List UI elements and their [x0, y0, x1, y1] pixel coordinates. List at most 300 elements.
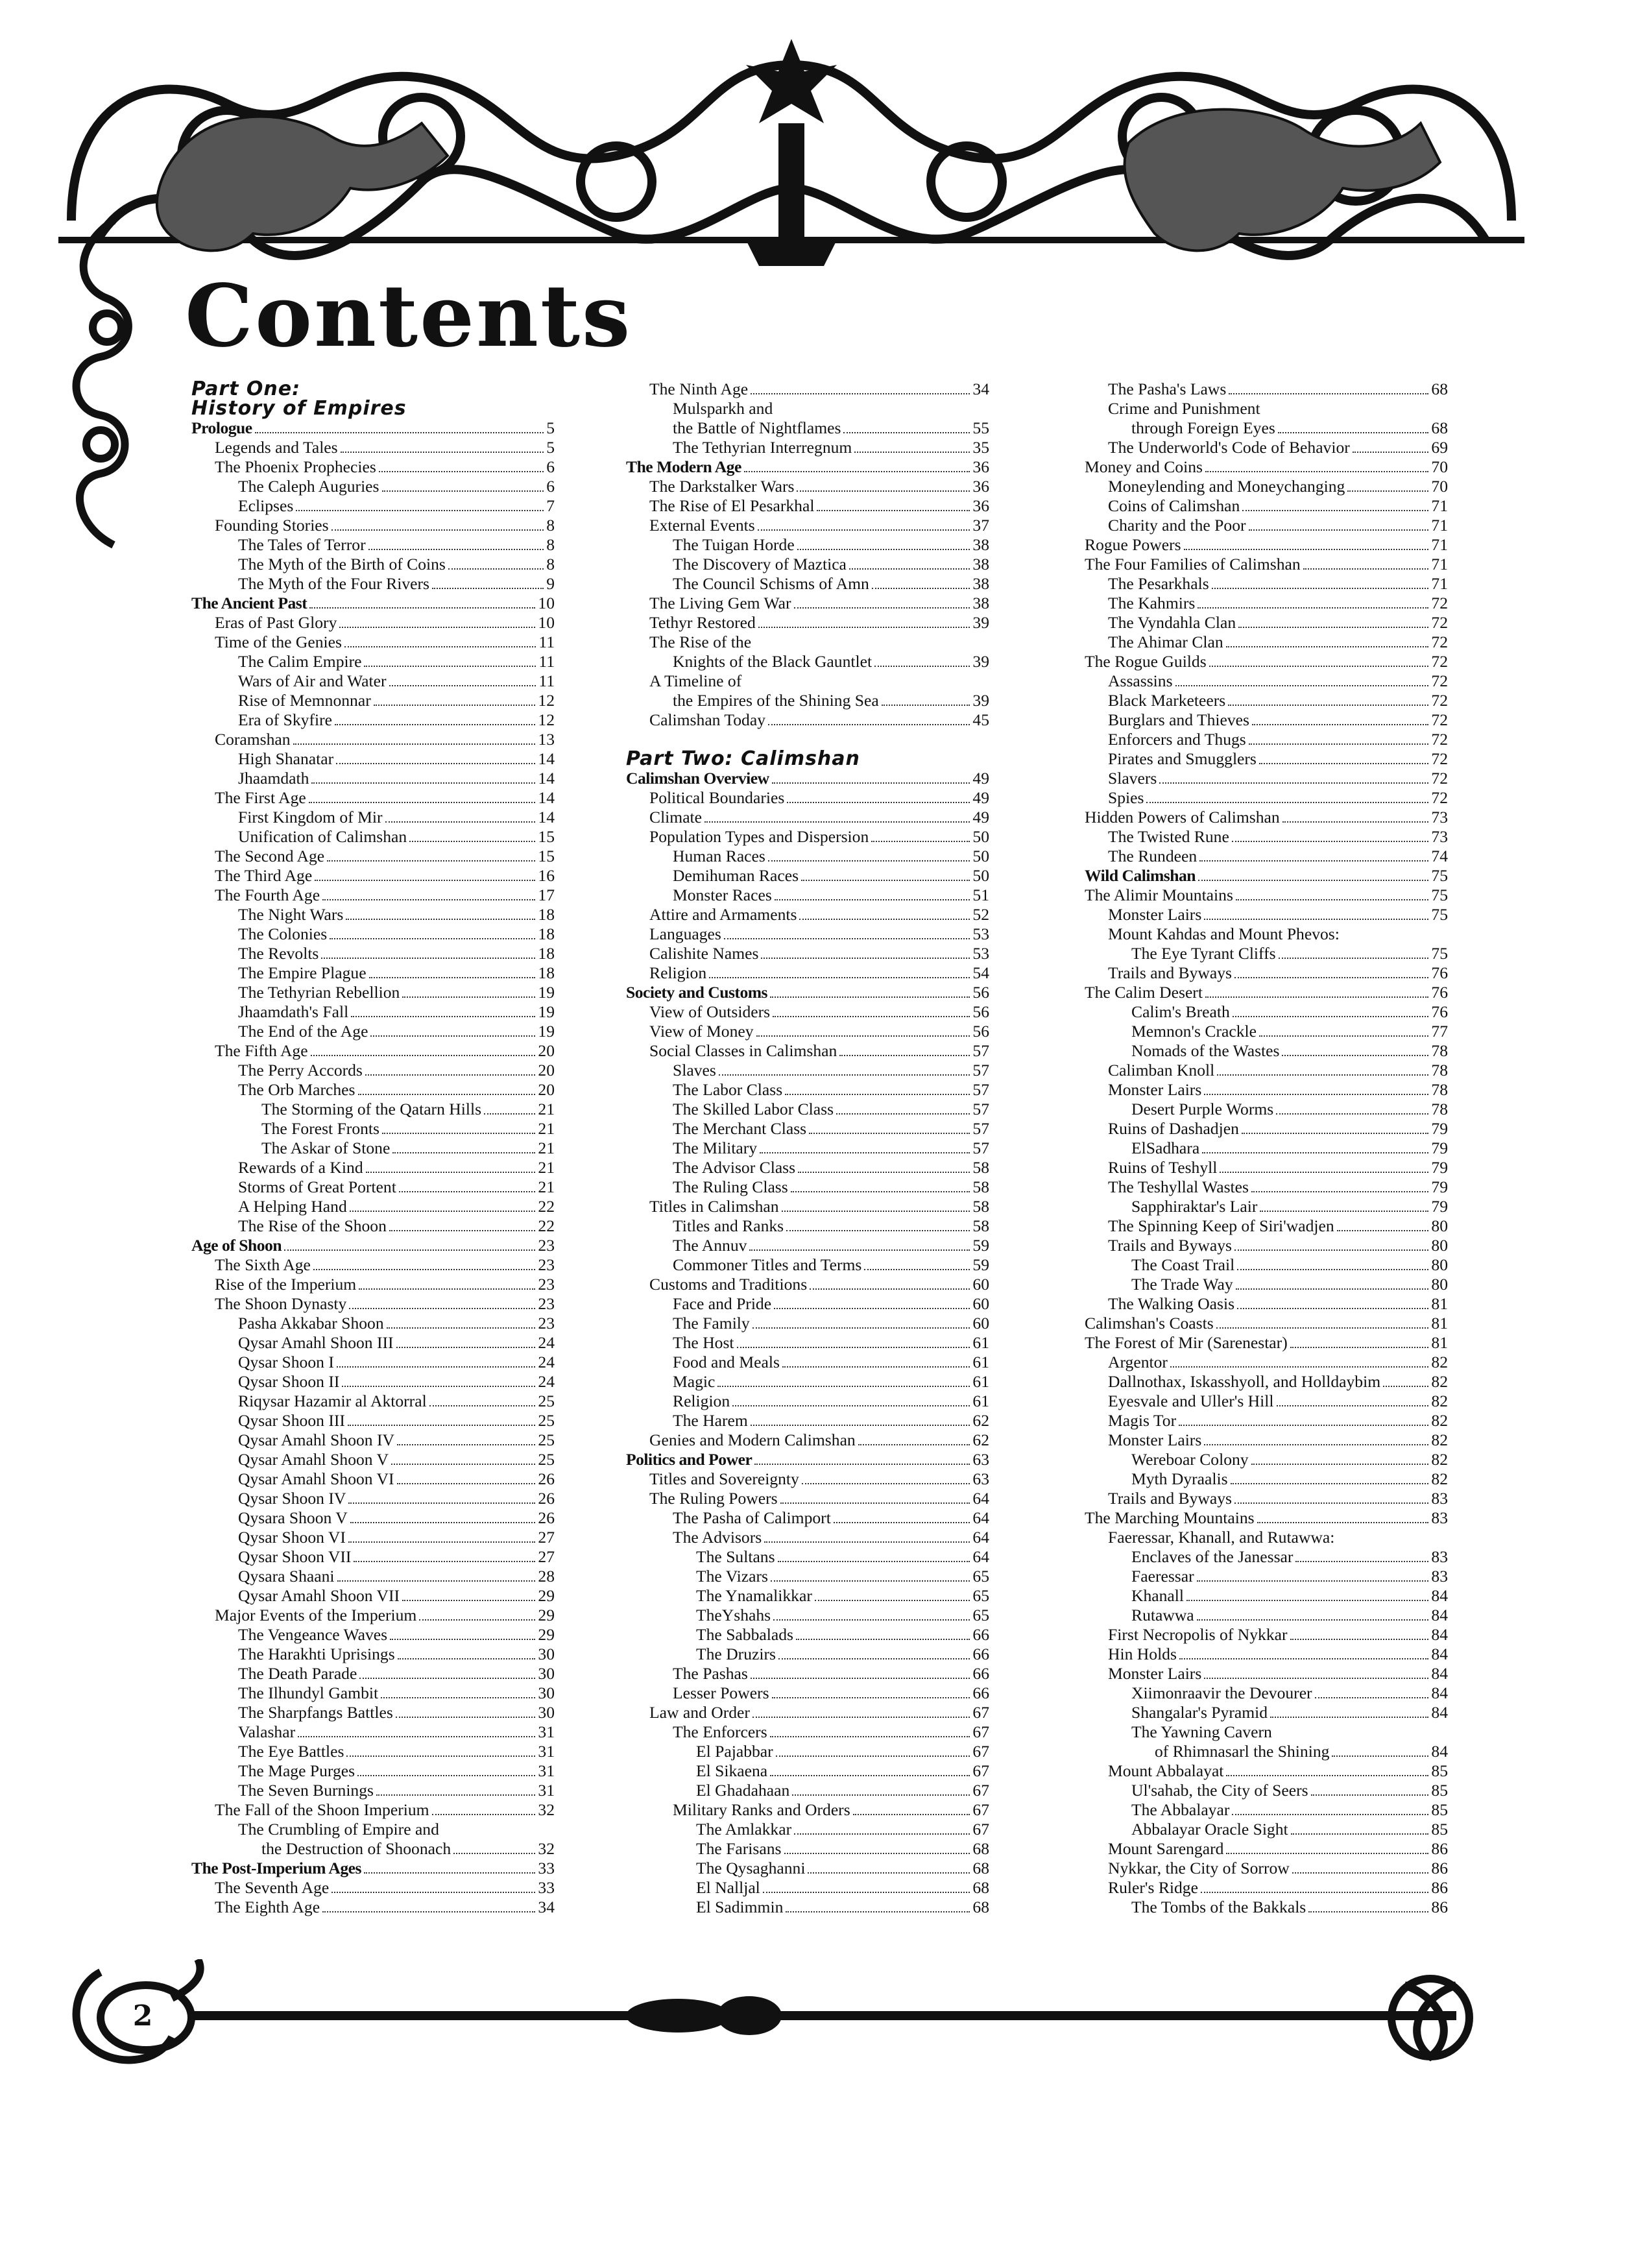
- toc-page-number: 33: [538, 1859, 555, 1877]
- toc-entry[interactable]: [191, 1489, 555, 1508]
- toc-entry[interactable]: [1085, 1002, 1448, 1022]
- toc-page-number: 78: [1431, 1061, 1448, 1080]
- toc-entry[interactable]: [191, 1586, 555, 1606]
- toc-entry[interactable]: [191, 1625, 555, 1645]
- toc-entry[interactable]: [626, 1547, 989, 1567]
- toc-entry[interactable]: [1085, 1489, 1448, 1508]
- toc-entry[interactable]: [626, 574, 989, 594]
- toc-chapter-entry[interactable]: [626, 1450, 989, 1469]
- toc-entry[interactable]: [1085, 963, 1448, 983]
- dot-leader: [778, 1658, 970, 1659]
- toc-entry[interactable]: [626, 1761, 989, 1781]
- dot-leader: [366, 1172, 536, 1173]
- dot-leader: [359, 1678, 535, 1679]
- toc-entry[interactable]: [1085, 1022, 1448, 1041]
- toc-entry[interactable]: [626, 1839, 989, 1859]
- toc-entry-title: Assassins: [1108, 671, 1173, 690]
- toc-entry[interactable]: [1085, 1645, 1448, 1664]
- toc-entry[interactable]: [191, 1800, 555, 1820]
- dot-leader: [364, 666, 536, 667]
- toc-entry[interactable]: [191, 457, 555, 477]
- toc-entry[interactable]: [1085, 1664, 1448, 1683]
- toc-entry[interactable]: [191, 1119, 555, 1139]
- toc-entry[interactable]: [191, 1002, 555, 1022]
- toc-entry[interactable]: [191, 1314, 555, 1333]
- toc-entry[interactable]: [191, 477, 555, 496]
- toc-entry[interactable]: [191, 963, 555, 983]
- toc-entry[interactable]: [1085, 1275, 1448, 1294]
- toc-entry[interactable]: [626, 1567, 989, 1586]
- toc-page-number: 59: [972, 1255, 989, 1274]
- dot-leader: [351, 1016, 535, 1017]
- toc-entry[interactable]: [626, 808, 989, 827]
- toc-entry[interactable]: [626, 1119, 989, 1139]
- toc-entry[interactable]: [1085, 1547, 1448, 1567]
- toc-entry[interactable]: [191, 1061, 555, 1080]
- toc-entry[interactable]: [626, 1625, 989, 1645]
- toc-chapter-entry[interactable]: [626, 983, 989, 1002]
- toc-entry[interactable]: [191, 1216, 555, 1236]
- toc-entry[interactable]: [626, 1469, 989, 1489]
- dot-leader: [1179, 1658, 1428, 1659]
- toc-entry-title: The Sharpfangs Battles: [238, 1703, 393, 1722]
- toc-entry[interactable]: [626, 1197, 989, 1216]
- toc-entry[interactable]: [1085, 1859, 1448, 1878]
- toc-entry[interactable]: [626, 1489, 989, 1508]
- toc-entry[interactable]: [191, 652, 555, 671]
- toc-entry[interactable]: [626, 847, 989, 866]
- toc-entry-title: Monster Lairs: [1108, 905, 1202, 924]
- toc-page-number: 68: [972, 1839, 989, 1858]
- toc-page-number: 27: [538, 1528, 555, 1547]
- toc-page-number: 7: [546, 496, 555, 515]
- dot-leader: [1204, 919, 1428, 920]
- toc-page-number: 72: [1431, 788, 1448, 807]
- toc-entry[interactable]: [1085, 671, 1448, 691]
- toc-entry-title: Calimban Knoll: [1108, 1061, 1215, 1080]
- toc-entry[interactable]: [626, 555, 989, 574]
- toc-page-number: 25: [538, 1430, 555, 1449]
- toc-entry[interactable]: [191, 866, 555, 886]
- toc-entry[interactable]: [626, 1139, 989, 1158]
- dot-leader: [357, 1775, 535, 1776]
- toc-entry[interactable]: [191, 1022, 555, 1041]
- toc-entry[interactable]: [191, 1255, 555, 1275]
- toc-page-number: 80: [1431, 1255, 1448, 1274]
- toc-entry[interactable]: [1085, 1898, 1448, 1917]
- toc-page-number: 82: [1431, 1411, 1448, 1430]
- toc-entry[interactable]: [191, 613, 555, 633]
- dot-leader: [390, 1639, 535, 1640]
- toc-entry[interactable]: [626, 1859, 989, 1878]
- toc-entry[interactable]: [191, 1761, 555, 1781]
- toc-entry[interactable]: [626, 594, 989, 613]
- toc-entry[interactable]: [191, 1528, 555, 1547]
- toc-entry[interactable]: [626, 399, 989, 418]
- toc-entry[interactable]: [1085, 1800, 1448, 1820]
- toc-entry[interactable]: [1085, 1080, 1448, 1100]
- toc-entry[interactable]: [626, 788, 989, 808]
- toc-entry[interactable]: [626, 1022, 989, 1041]
- toc-entry[interactable]: [626, 1528, 989, 1547]
- toc-entry[interactable]: [1085, 399, 1448, 418]
- toc-entry[interactable]: [626, 1100, 989, 1119]
- toc-entry[interactable]: [626, 1800, 989, 1820]
- toc-entry[interactable]: [191, 710, 555, 730]
- toc-entry[interactable]: [626, 438, 989, 457]
- toc-entry[interactable]: [1085, 847, 1448, 866]
- toc-entry[interactable]: [1085, 516, 1448, 535]
- toc-entry[interactable]: [191, 1353, 555, 1372]
- toc-entry[interactable]: [1085, 1839, 1448, 1859]
- toc-chapter-entry[interactable]: [626, 769, 989, 788]
- toc-entry[interactable]: [626, 1664, 989, 1683]
- toc-entry[interactable]: [626, 418, 989, 438]
- toc-chapter-entry[interactable]: [191, 418, 555, 438]
- dot-leader: [797, 490, 970, 492]
- toc-page-number: 85: [1431, 1820, 1448, 1839]
- toc-entry[interactable]: [626, 633, 989, 652]
- toc-entry[interactable]: [1085, 749, 1448, 769]
- toc-entry[interactable]: [1085, 555, 1448, 574]
- toc-entry[interactable]: [626, 380, 989, 399]
- toc-column-2: [626, 380, 989, 1917]
- toc-entry[interactable]: [626, 1392, 989, 1411]
- toc-entry[interactable]: [191, 1508, 555, 1528]
- toc-entry[interactable]: [626, 1333, 989, 1353]
- toc-page-number: 68: [1431, 418, 1448, 437]
- toc-entry[interactable]: [191, 1898, 555, 1917]
- toc-entry[interactable]: [191, 1645, 555, 1664]
- toc-entry[interactable]: [191, 1041, 555, 1061]
- toc-entry[interactable]: [1085, 1392, 1448, 1411]
- toc-entry[interactable]: [1085, 457, 1448, 477]
- toc-entry[interactable]: [626, 1645, 989, 1664]
- dot-leader: [432, 588, 544, 589]
- toc-entry[interactable]: [191, 847, 555, 866]
- toc-page-number: 12: [538, 691, 555, 710]
- dot-leader: [331, 1892, 535, 1893]
- toc-entry[interactable]: [1085, 1061, 1448, 1080]
- toc-entry[interactable]: [626, 1255, 989, 1275]
- toc-entry[interactable]: [626, 1041, 989, 1061]
- toc-entry-title: The Tombs of the Bakkals: [1131, 1898, 1306, 1916]
- toc-entry[interactable]: [1085, 1586, 1448, 1606]
- toc-chapter-entry[interactable]: [191, 1859, 555, 1878]
- toc-entry[interactable]: [191, 1781, 555, 1800]
- toc-chapter-entry[interactable]: [626, 457, 989, 477]
- toc-entry-title: The Tethyrian Rebellion: [238, 983, 400, 1002]
- toc-entry[interactable]: [1085, 1177, 1448, 1197]
- dot-leader: [1216, 1327, 1429, 1329]
- toc-entry[interactable]: [626, 1430, 989, 1450]
- toc-entry[interactable]: [626, 535, 989, 555]
- toc-page-number: 64: [972, 1489, 989, 1508]
- toc-entry[interactable]: [1085, 1683, 1448, 1703]
- toc-entry[interactable]: [191, 1820, 555, 1839]
- toc-entry[interactable]: [191, 827, 555, 847]
- toc-entry[interactable]: [191, 983, 555, 1002]
- toc-entry[interactable]: [1085, 788, 1448, 808]
- toc-entry[interactable]: [191, 730, 555, 749]
- toc-entry[interactable]: [1085, 769, 1448, 788]
- toc-chapter-entry[interactable]: [1085, 866, 1448, 886]
- toc-entry-title: Qysar Amahl Shoon III: [238, 1333, 394, 1352]
- toc-entry[interactable]: [191, 671, 555, 691]
- dot-leader: [330, 938, 535, 939]
- toc-entry[interactable]: [626, 1508, 989, 1528]
- toc-entry[interactable]: [1085, 1255, 1448, 1275]
- toc-entry[interactable]: [191, 691, 555, 710]
- toc-entry[interactable]: [191, 516, 555, 535]
- toc-entry[interactable]: [191, 1080, 555, 1100]
- toc-entry[interactable]: [626, 1002, 989, 1022]
- toc-entry[interactable]: [191, 633, 555, 652]
- toc-entry[interactable]: [1085, 691, 1448, 710]
- toc-entry[interactable]: [191, 1100, 555, 1119]
- toc-entry-title: Ruins of Teshyll: [1108, 1158, 1218, 1177]
- toc-entry[interactable]: [1085, 1606, 1448, 1625]
- toc-entry-title: Nykkar, the City of Sorrow: [1108, 1859, 1290, 1877]
- toc-entry[interactable]: [191, 1197, 555, 1216]
- toc-entry[interactable]: [1085, 652, 1448, 671]
- toc-entry[interactable]: [1085, 1820, 1448, 1839]
- dot-leader: [1311, 1794, 1429, 1796]
- toc-entry[interactable]: [191, 1294, 555, 1314]
- toc-entry[interactable]: [626, 671, 989, 691]
- toc-entry[interactable]: [1085, 1567, 1448, 1586]
- toc-entry[interactable]: [1085, 1216, 1448, 1236]
- toc-entry[interactable]: [1085, 1119, 1448, 1139]
- toc-entry[interactable]: [191, 1722, 555, 1742]
- toc-entry[interactable]: [626, 1236, 989, 1255]
- dot-leader: [772, 782, 970, 784]
- toc-entry[interactable]: [191, 1878, 555, 1898]
- toc-entry[interactable]: [191, 1275, 555, 1294]
- dot-leader: [772, 1697, 970, 1698]
- toc-entry[interactable]: [626, 1781, 989, 1800]
- toc-entry[interactable]: [191, 1567, 555, 1586]
- toc-entry[interactable]: [1085, 1430, 1448, 1450]
- toc-entry[interactable]: [1085, 1197, 1448, 1216]
- toc-entry[interactable]: [1085, 1742, 1448, 1761]
- toc-entry[interactable]: [626, 1742, 989, 1761]
- toc-entry[interactable]: [191, 1450, 555, 1469]
- toc-entry[interactable]: [626, 477, 989, 496]
- toc-entry[interactable]: [626, 1411, 989, 1430]
- toc-entry-title: The Council Schisms of Amn: [673, 574, 869, 593]
- toc-entry[interactable]: [626, 1216, 989, 1236]
- toc-entry[interactable]: [191, 1158, 555, 1177]
- toc-entry[interactable]: [1085, 1508, 1448, 1528]
- toc-entry[interactable]: [1085, 418, 1448, 438]
- toc-entry[interactable]: [1085, 808, 1448, 827]
- toc-entry-title: The Shoon Dynasty: [215, 1294, 347, 1313]
- toc-entry[interactable]: [626, 1703, 989, 1722]
- toc-entry[interactable]: [191, 886, 555, 905]
- toc-entry[interactable]: [1085, 535, 1448, 555]
- toc-entry[interactable]: [1085, 1158, 1448, 1177]
- toc-entry[interactable]: [626, 866, 989, 886]
- toc-entry[interactable]: [1085, 477, 1448, 496]
- toc-entry-title: The Calim Empire: [238, 652, 362, 671]
- toc-entry-title: Era of Skyfire: [238, 710, 332, 729]
- toc-entry[interactable]: [1085, 1722, 1448, 1742]
- toc-entry[interactable]: [191, 1372, 555, 1392]
- toc-entry[interactable]: [191, 535, 555, 555]
- toc-entry[interactable]: [626, 710, 989, 730]
- toc-page-number: 79: [1431, 1197, 1448, 1216]
- toc-entry[interactable]: [1085, 594, 1448, 613]
- toc-entry[interactable]: [1085, 613, 1448, 633]
- toc-entry[interactable]: [191, 788, 555, 808]
- toc-entry[interactable]: [191, 769, 555, 788]
- toc-entry[interactable]: [1085, 1878, 1448, 1898]
- toc-entry[interactable]: [1085, 1450, 1448, 1469]
- toc-entry[interactable]: [191, 905, 555, 924]
- toc-chapter-entry[interactable]: [191, 1236, 555, 1255]
- toc-entry[interactable]: [191, 1606, 555, 1625]
- toc-entry[interactable]: [626, 1683, 989, 1703]
- toc-entry[interactable]: [191, 1333, 555, 1353]
- toc-entry[interactable]: [626, 1158, 989, 1177]
- toc-entry[interactable]: [626, 1878, 989, 1898]
- toc-entry-title: The Seven Burnings: [238, 1781, 374, 1800]
- toc-entry[interactable]: [191, 1392, 555, 1411]
- dot-leader: [1184, 549, 1429, 550]
- toc-entry[interactable]: [191, 1430, 555, 1450]
- toc-entry[interactable]: [1085, 1139, 1448, 1158]
- toc-entry[interactable]: [626, 924, 989, 944]
- toc-entry[interactable]: [191, 924, 555, 944]
- toc-entry[interactable]: [191, 749, 555, 769]
- toc-entry[interactable]: [626, 1294, 989, 1314]
- toc-entry[interactable]: [626, 1820, 989, 1839]
- toc-entry[interactable]: [191, 1703, 555, 1722]
- toc-entry[interactable]: [1085, 1761, 1448, 1781]
- toc-entry[interactable]: [626, 905, 989, 924]
- toc-entry[interactable]: [1085, 710, 1448, 730]
- toc-entry-title: The Third Age: [215, 866, 313, 885]
- dot-leader: [796, 1639, 970, 1640]
- toc-entry[interactable]: [191, 1839, 555, 1859]
- toc-entry[interactable]: [1085, 905, 1448, 924]
- toc-entry[interactable]: [191, 1547, 555, 1567]
- toc-page-number: 26: [538, 1508, 555, 1527]
- toc-page-number: 29: [538, 1625, 555, 1644]
- toc-entry[interactable]: [1085, 730, 1448, 749]
- toc-entry[interactable]: [1085, 827, 1448, 847]
- toc-entry[interactable]: [1085, 924, 1448, 944]
- toc-entry[interactable]: [1085, 1528, 1448, 1547]
- toc-entry[interactable]: [191, 1411, 555, 1430]
- toc-entry[interactable]: [1085, 380, 1448, 399]
- toc-entry[interactable]: [626, 1898, 989, 1917]
- toc-entry[interactable]: [1085, 983, 1448, 1002]
- toc-entry[interactable]: [191, 555, 555, 574]
- toc-entry[interactable]: [626, 1372, 989, 1392]
- toc-entry[interactable]: [191, 1177, 555, 1197]
- toc-entry[interactable]: [191, 808, 555, 827]
- toc-entry[interactable]: [191, 1469, 555, 1489]
- toc-page-number: 86: [1431, 1859, 1448, 1877]
- toc-entry[interactable]: [1085, 1781, 1448, 1800]
- toc-entry[interactable]: [1085, 1353, 1448, 1372]
- dot-leader: [1249, 743, 1429, 745]
- toc-entry[interactable]: [626, 691, 989, 710]
- toc-entry[interactable]: [1085, 1041, 1448, 1061]
- toc-entry[interactable]: [626, 827, 989, 847]
- toc-entry[interactable]: [626, 652, 989, 671]
- toc-entry[interactable]: [1085, 886, 1448, 905]
- toc-entry[interactable]: [191, 1664, 555, 1683]
- toc-entry[interactable]: [1085, 1236, 1448, 1255]
- toc-entry[interactable]: [191, 1139, 555, 1158]
- toc-entry[interactable]: [191, 1742, 555, 1761]
- dot-leader: [1231, 1483, 1429, 1484]
- toc-page-number: 78: [1431, 1080, 1448, 1099]
- toc-entry[interactable]: [191, 944, 555, 963]
- toc-entry[interactable]: [1085, 1703, 1448, 1722]
- toc-entry[interactable]: [626, 1722, 989, 1742]
- toc-entry[interactable]: [626, 1177, 989, 1197]
- toc-entry[interactable]: [1085, 944, 1448, 963]
- toc-chapter-entry[interactable]: [191, 594, 555, 613]
- dot-leader: [348, 1541, 536, 1543]
- toc-entry[interactable]: [1085, 633, 1448, 652]
- toc-entry[interactable]: [1085, 1411, 1448, 1430]
- toc-entry[interactable]: [626, 613, 989, 633]
- toc-entry[interactable]: [191, 496, 555, 516]
- toc-entry-title: The Storming of the Qatarn Hills: [261, 1100, 482, 1118]
- toc-entry[interactable]: [626, 516, 989, 535]
- toc-entry[interactable]: [1085, 1625, 1448, 1645]
- toc-entry[interactable]: [626, 1606, 989, 1625]
- toc-entry[interactable]: [1085, 574, 1448, 594]
- toc-entry[interactable]: [1085, 438, 1448, 457]
- toc-entry[interactable]: [626, 886, 989, 905]
- toc-entry[interactable]: [626, 1061, 989, 1080]
- toc-entry-title: Hidden Powers of Calimshan: [1085, 808, 1280, 826]
- toc-entry[interactable]: [626, 963, 989, 983]
- toc-entry[interactable]: [191, 1683, 555, 1703]
- toc-entry-title: Society and Customs: [626, 983, 768, 1002]
- toc-entry[interactable]: [1085, 1469, 1448, 1489]
- dot-leader: [1242, 1133, 1429, 1134]
- toc-entry[interactable]: [626, 496, 989, 516]
- toc-entry[interactable]: [1085, 1294, 1448, 1314]
- toc-entry-title: Political Boundaries: [649, 788, 785, 807]
- dot-leader: [770, 1775, 970, 1776]
- toc-entry[interactable]: [626, 1080, 989, 1100]
- toc-entry[interactable]: [1085, 1333, 1448, 1353]
- toc-entry[interactable]: [191, 574, 555, 594]
- toc-entry-title: The Advisor Class: [673, 1158, 796, 1177]
- toc-entry[interactable]: [626, 944, 989, 963]
- toc-entry[interactable]: [1085, 1372, 1448, 1392]
- dot-leader: [327, 860, 535, 862]
- toc-entry[interactable]: [626, 1586, 989, 1606]
- toc-entry[interactable]: [626, 1314, 989, 1333]
- toc-entry[interactable]: [626, 1353, 989, 1372]
- toc-entry[interactable]: [626, 1275, 989, 1294]
- toc-page-number: 20: [538, 1061, 555, 1080]
- toc-entry-title: Pasha Akkabar Shoon: [238, 1314, 384, 1333]
- toc-entry[interactable]: [1085, 496, 1448, 516]
- toc-entry[interactable]: [1085, 1314, 1448, 1333]
- toc-entry[interactable]: [1085, 1100, 1448, 1119]
- toc-entry[interactable]: [191, 438, 555, 457]
